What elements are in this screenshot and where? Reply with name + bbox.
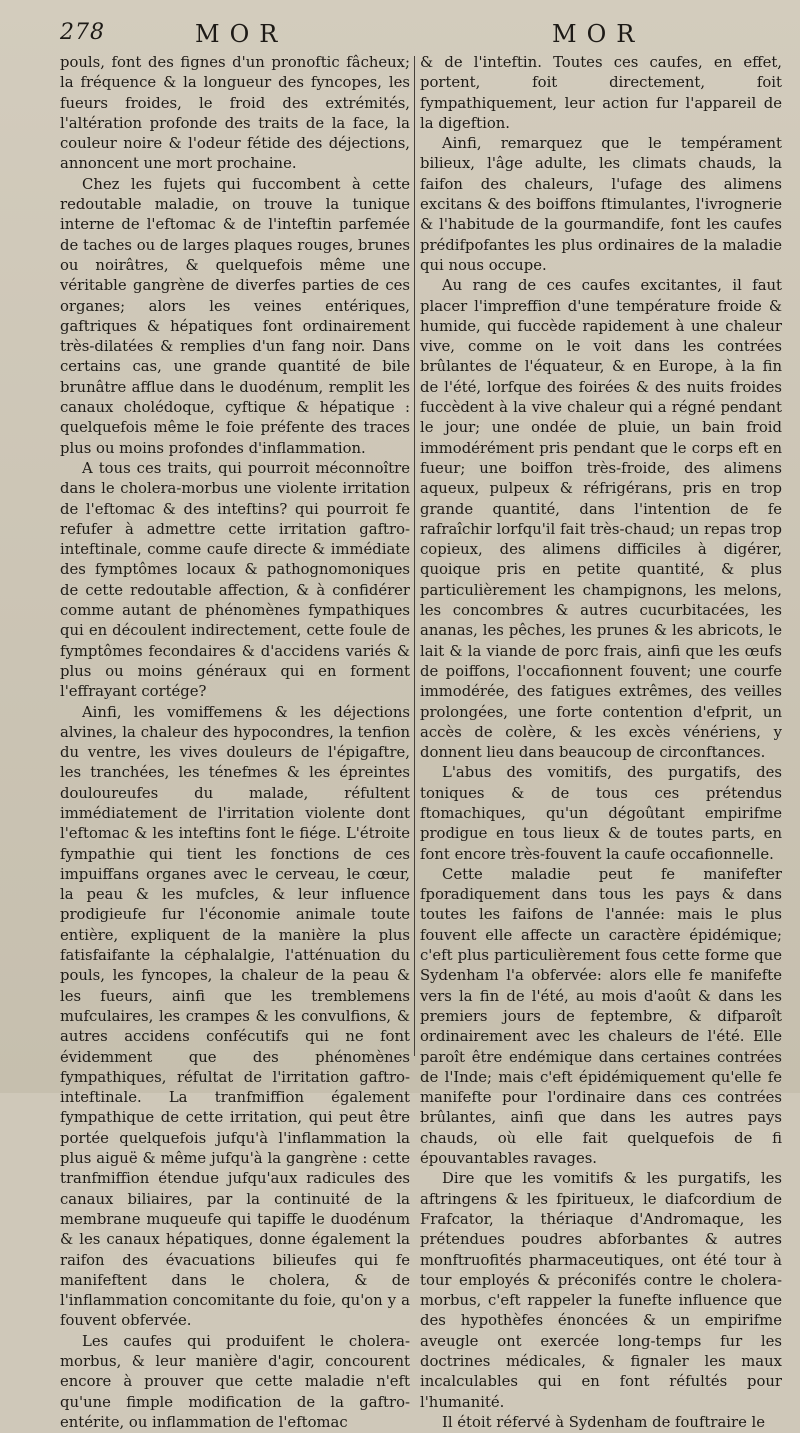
right-column (420, 53, 782, 1431)
paragraph: & de l'inteftin. Toutes ces caufes, en effet, portent, foit directement, foit fympathiquement, leur action fur l'appareil de la digeftion. (420, 54, 782, 132)
paragraph: Il étoit réfervé à Sydenham de fouftraire le (442, 1413, 766, 1431)
paragraph: L'abus des vomitifs, des purgatifs, des toniques & de tous ces prétendus ftomachiques, qu'un dégoûtant empirifme prodigue en tous lieux & de toutes parts, en font encore très-fouvent la caufe occafionnelle. (420, 764, 782, 863)
column-divider (414, 56, 415, 1056)
paragraph: Cette maladie peut fe manifefter fporadiquement dans tous les pays & dans toutes les faifons de l'année: mais le plus fouvent elle affecte un caractère épidémique; c'eft plus particulièrement fous cette forme que Sydenham l'a obfervée: alors elle fe manifefte vers la fin de l'été, au mois d'août & dans les premiers jours de feptembre, & difparoît ordinairement avec les chaleurs de l'été. Elle paroît être endémique dans certaines contrées de l'Inde; mais c'eft épidémiquement qu'elle fe manifefte pour l'ordinaire dans ces contrées brûlantes, ainfi que dans les autres pays chauds, où elle fait quelquefois de fi épouvantables ravages. (420, 865, 782, 1168)
running-head-right: MOR (552, 20, 645, 48)
page-number: 278 (60, 20, 105, 45)
paragraph: Chez les fujets qui fuccombent à cette redoutable maladie, on trouve la tunique interne de l'eftomac & de l'inteftin parfemée de taches ou de larges plaques rouges, brunes ou noirâtres, & quelquefois même une véritable gangrène de diverfes parties de ces organes; alors les veines entériques, gaftriques & hépatiques font ordinairement très-dilatées & remplies d'un fang noir. Dans certains cas, une grande quantité de bile brunâtre afflue dans le duodénum, remplit les canaux cholédoque, cyftique & hépatique : quelquefois même le foie préfente des traces plus ou moins profondes d'inflammation. (60, 175, 410, 457)
paragraph: Ainfi, remarquez que le tempérament bilieux, l'âge adulte, les climats chauds, la faifon des chaleurs, l'ufage des alimens excitans & des boiffons ftimulantes, l'ivrognerie & l'habitude de la gourmandife, font les caufes prédifpofantes les plus ordinaires de la maladie qui nous occupe. (420, 135, 782, 274)
paragraph: Dire que les vomitifs & les purgatifs, les aftringens & les fpiritueux, le diafcordium de Frafcator, la thériaque d'Andromaque, les prétendues poudres abforbantes & autres monftruofités pharmaceutiques, ont été tour à tour employés & préconifés contre le cholera-morbus, c'eft rappeler la funefte influence que des hypothèfes énoncées & un empirifme aveugle ont exercée long-temps fur les doctrines médicales, & fignaler les maux incalculables qui en font réfultés pour l'humanité. (420, 1170, 782, 1411)
paragraph: A tous ces traits, qui pourroit méconnoître dans le cholera-morbus une violente irritation de l'eftomac & des inteftins? qui pourroit fe refufer à admettre cette irritation gaftro-inteftinale, comme caufe directe & immédiate des fymptômes locaux & pathognomoniques de cette redoutable affection, & à confidérer comme autant de phénomènes fympathiques qui en découlent indirectement, cette foule de fymptômes fecondaires & d'accidens variés & plus ou moins généraux qui en forment l'effrayant cortége? (60, 459, 410, 701)
paragraph: pouls, font des fignes d'un pronoftic fâcheux; la fréquence & la longueur des fyncopes, les fueurs froides, le froid des extrémités, l'altération profonde des traits de la face, la couleur noire & l'odeur fétide des déjections, annoncent une mort prochaine. (60, 54, 410, 173)
paragraph: Ainfi, les vomiffemens & les déjections alvines, la chaleur des hypocondres, la tenfion du ventre, les vives douleurs de l'épigaftre, les tranchées, les ténefmes & les épreintes douloureufes du malade, réfultent immédiatement de l'irritation violente dont l'eftomac & les inteftins font le fiége. L'étroite fympathie qui tient les fonctions de ces impuiffans organes avec le cerveau, le cœur, la peau & les mufcles, & leur influence prodigieufe fur l'économie animale toute entière, expliquent de la manière la plus fatisfaifante la céphalalgie, l'atténuation du pouls, les fyncopes, la chaleur de la peau & les fueurs, ainfi que les tremblemens mufculaires, les crampes & les convulfions, & autres accidens confécutifs qui ne font évidemment que des phénomènes fympathiques, réfultat de l'irritation gaftro-inteftinale. La tranfmiffion également fympathique de cette irritation, qui peut être portée quelquefois jufqu'à l'inflammation la plus aiguë & même jufqu'à la gangrène : cette tranfmiffion étendue jufqu'aux radicules des canaux biliaires, par la continuité de la membrane muqueufe qui tapiffe le duodénum & les canaux hépatiques, donne également la raifon des évacuations bilieufes qui fe manifeftent dans le cholera, & de l'inflammation concomitante du foie, qu'on y a fouvent obfervée. (60, 703, 410, 1330)
page-header (0, 0, 800, 54)
left-column (60, 53, 410, 1431)
running-head-left: MOR (195, 20, 288, 48)
paragraph: Les caufes qui produifent le cholera-morbus, & leur manière d'agir, concourent encore à prouver que cette maladie n'eft qu'une fimple modification de la gaftro-entérite, ou inflammation de l'eftomac (60, 1332, 410, 1431)
paragraph: Au rang de ces caufes excitantes, il faut placer l'impreffion d'une température froide & humide, qui fuccède rapidement à une chaleur vive, comme on le voit dans les contrées brûlantes de l'équateur, & en Europe, à la fin de l'été, lorfque des foirées & des nuits froides fuccèdent à la vive chaleur qui a régné pendant le jour; une ondée de pluie, un bain froid immodérément pris pendant que le corps eft en fueur; une boiffon très-froide, des alimens aqueux, pulpeux & réfrigérans, pris en trop grande quantité, dans l'intention de fe rafraîchir lorfqu'il fait très-chaud; un repas trop copieux, des alimens difficiles à digérer, quoique pris en petite quantité, & plus particulièrement les champignons, les melons, les concombres & autres cucurbitacées, les ananas, les pêches, les prunes & les abricots, le lait & la viande de porc frais, ainfi que les œufs de poiffons, l'occafionnent fouvent; une courfe immodérée, des fatigues extrêmes, des veilles prolongées, une forte contention d'efprit, un accès de colère, & les excès vénériens, y donnent lieu dans beaucoup de circonftances. (420, 277, 782, 762)
